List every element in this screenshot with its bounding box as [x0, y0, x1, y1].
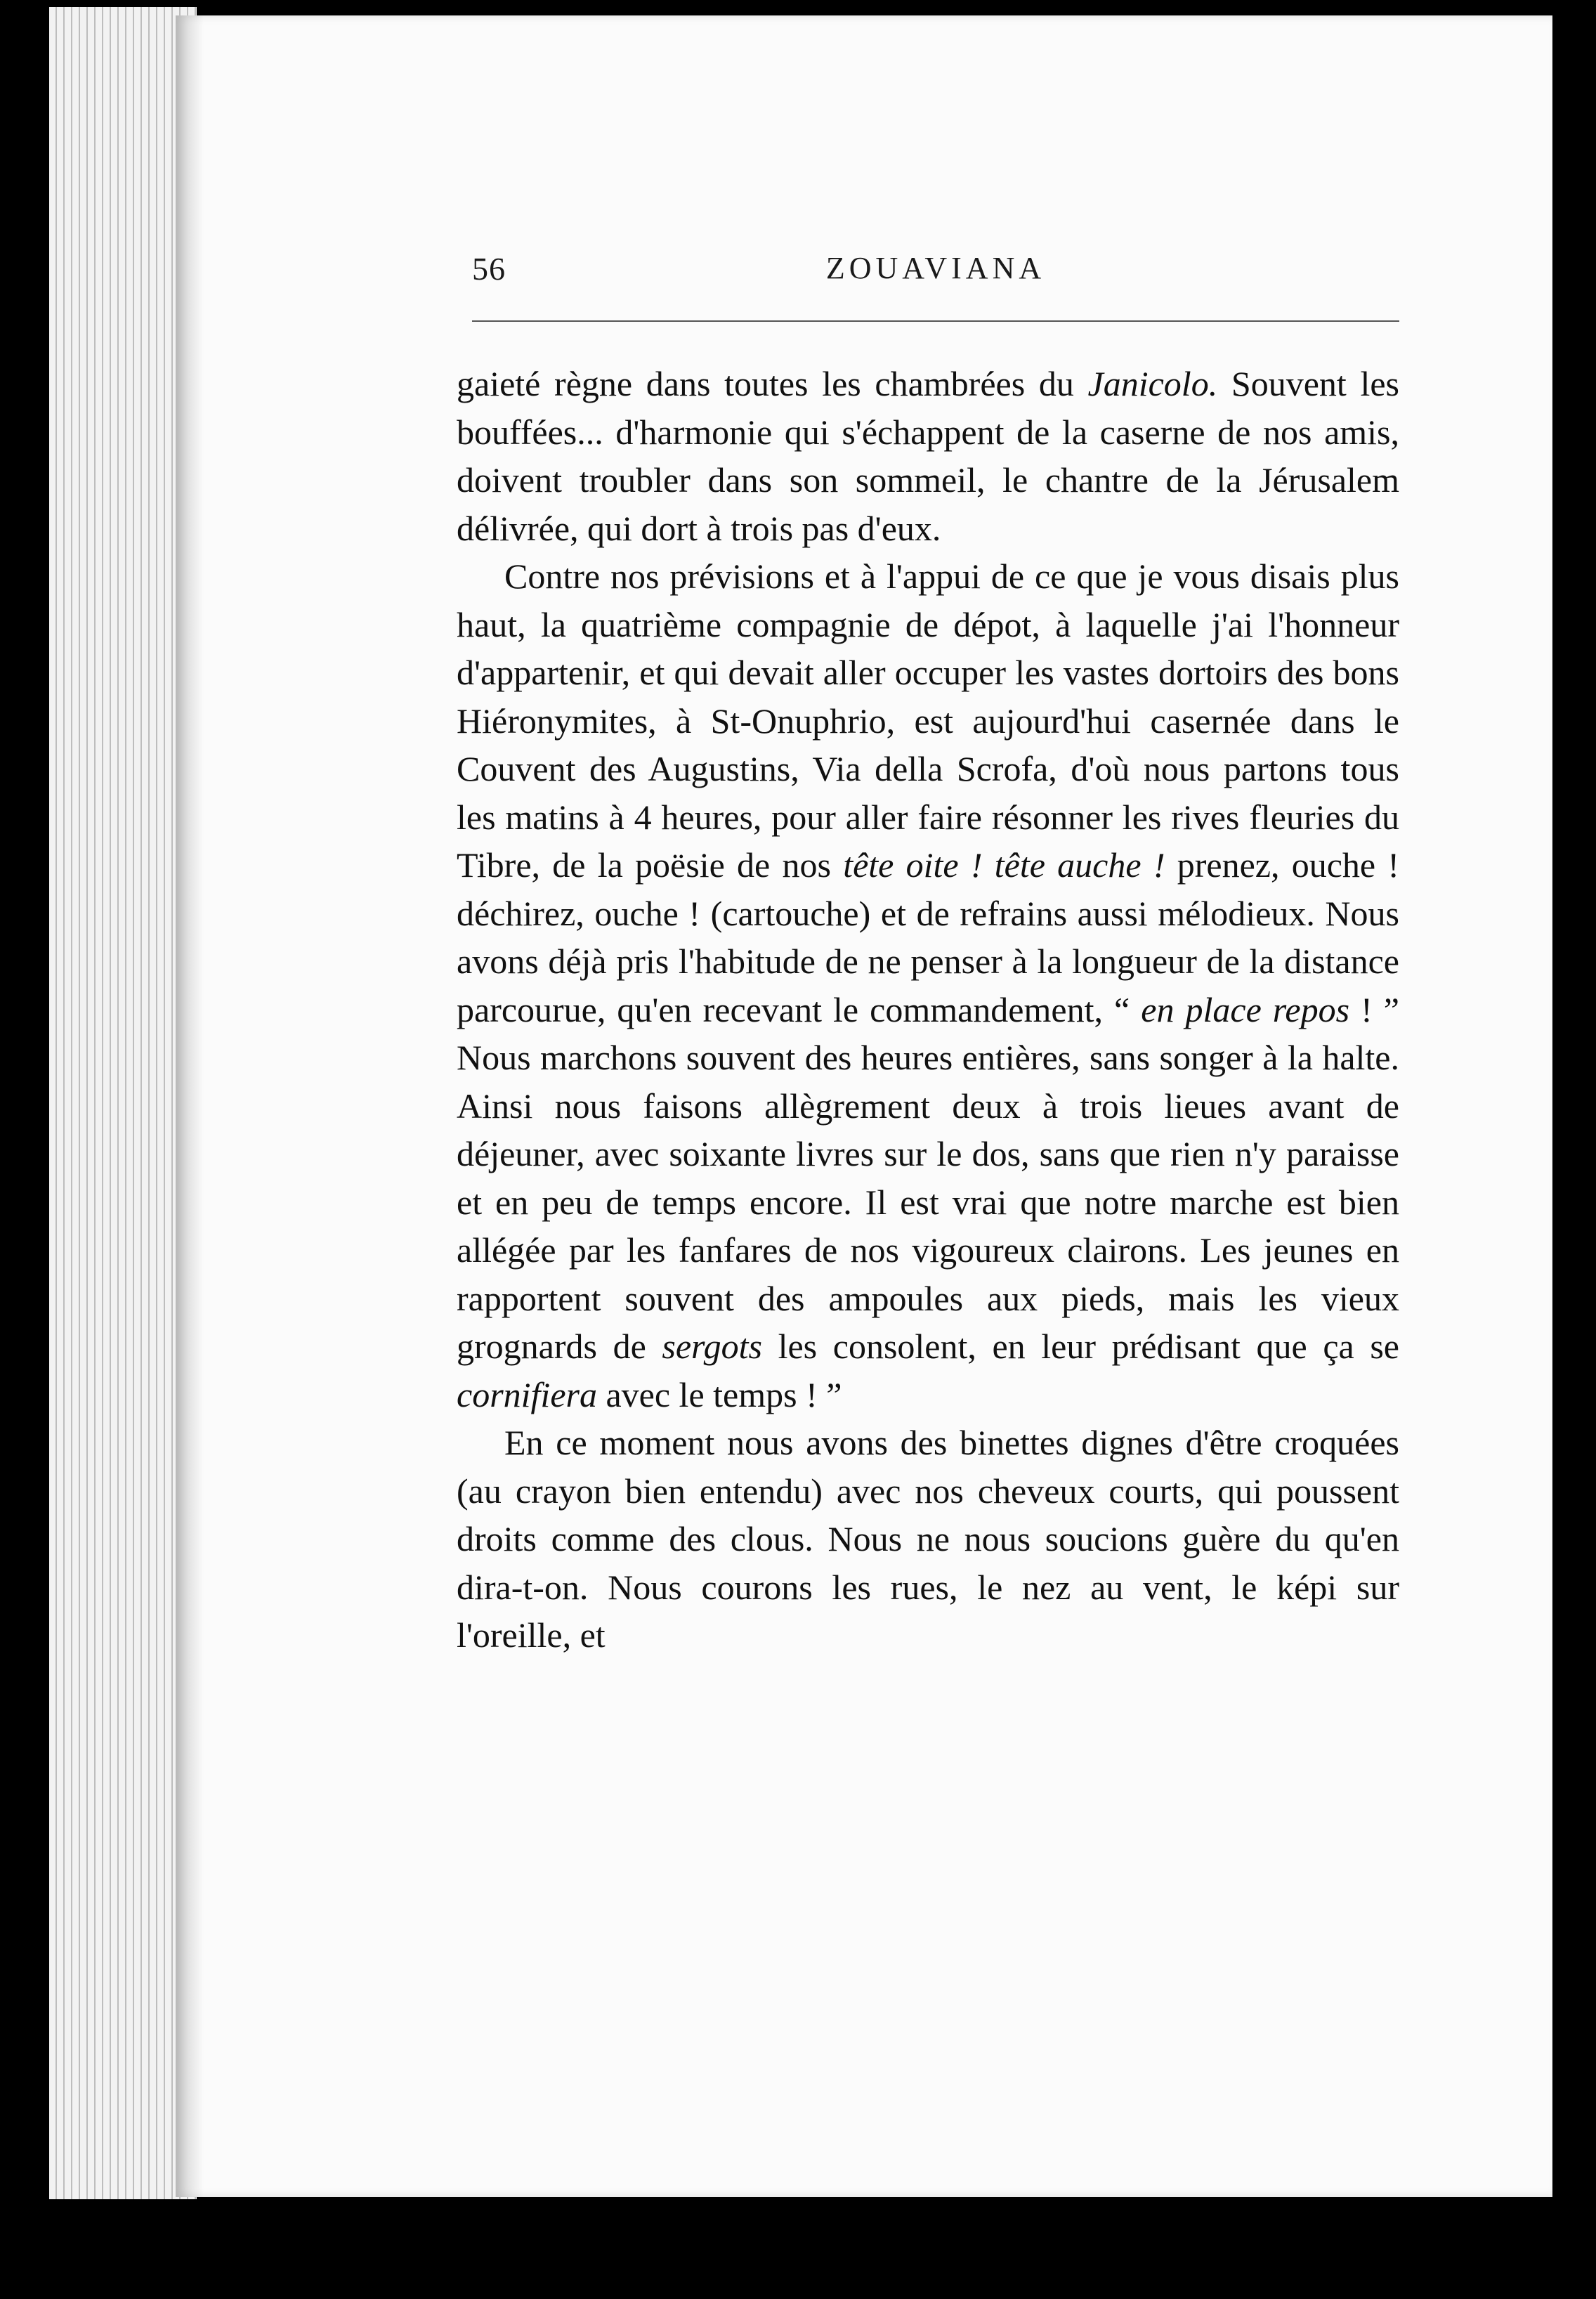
italic-text: tête oite ! tête auche ! [843, 845, 1165, 885]
paragraph [457, 552, 1399, 1419]
text-run: Contre nos prévisions et à l'appui de ce que je vous disais plus haut, la quatrième compagnie de dépot, à laquelle j'ai l'honneur d'appartenir, et qui devait aller occuper les vastes dortoirs des bons Hiéronymites, à St-Onuphrio, est aujourd'hui casernée dans le Couvent des Augustins, Via della Scrofa, d'où nous partons tous les matins à 4 heures, pour aller faire résonner les rives fleuries du Tibre, de la poësie de nos [457, 556, 1399, 885]
text-run: gaieté règne dans toutes les chambrées du [457, 364, 1088, 403]
text-run: Souvent les bouffées... d'harmonie qui s'échappent de la caserne de nos amis, doivent troubler dans son sommeil, le chantre de la Jérusalem délivrée, qui dort à trois pas d'eux. [457, 364, 1399, 548]
body-text [457, 360, 1399, 1660]
italic-text: sergots [662, 1327, 762, 1366]
italic-text: cornifiera [457, 1374, 597, 1414]
text-run: En ce moment nous avons des binettes dignes d'être croquées (au crayon bien entendu) avec nos cheveux courts, qui poussent droits comme des clous. Nous ne nous soucions guère du qu'en dira-t-on. Nous courons les rues, le nez au vent, le képi sur l'oreille, et [457, 1423, 1399, 1655]
page-number: 56 [472, 251, 506, 287]
text-run: avec le temps ! ” [596, 1374, 842, 1414]
italic-text: Janicolo. [1087, 364, 1218, 403]
gutter-shadow [176, 15, 204, 2197]
header-rule [472, 320, 1399, 322]
italic-text: en place repos [1141, 989, 1350, 1029]
running-head: ZOUAVIANA [825, 251, 1046, 285]
paragraph [457, 360, 1399, 552]
page-header [472, 250, 1399, 299]
text-run: les consolent, en leur prédisant que ça se [761, 1327, 1399, 1366]
book-page-edges [49, 7, 197, 2199]
paragraph [457, 1419, 1399, 1660]
text-run: ! ” Nous marchons souvent des heures entières, sans songer à la halte. Ainsi nous faisons allègrement deux à trois lieues avant de déjeuner, avec soixante livres sur le dos, sans que rien n'y paraisse et en peu de temps encore. Il est vrai que notre marche est bien allégée par les fanfares de nos vigoureux clairons. Les jeunes en rapportent souvent des ampoules aux pieds, mais les vieux grognards de [457, 989, 1399, 1366]
text-run: prenez, ouche ! déchirez, ouche ! (cartouche) et de refrains aussi mélodieux. Nous avons déjà pris l'habitude de ne penser à la longueur de la distance parcourue, qu'en recevant le commandement, “ [457, 845, 1399, 1029]
